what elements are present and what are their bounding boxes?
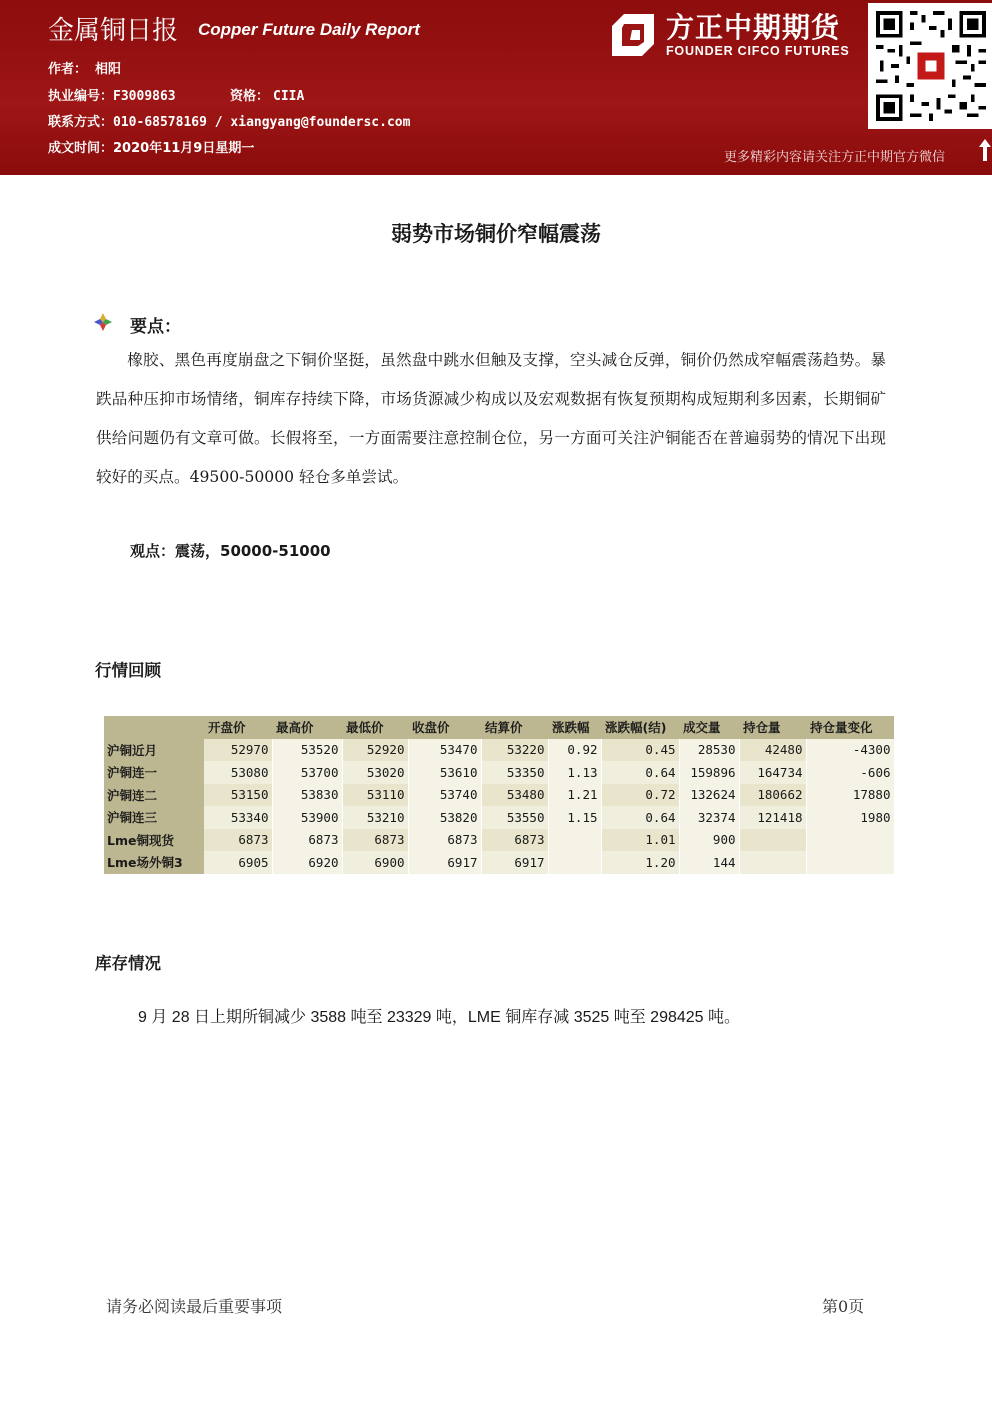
table-cell <box>806 829 894 852</box>
row-name: 沪铜连三 <box>104 806 204 829</box>
license-label: 执业编号： <box>48 89 114 104</box>
table-cell: 6873 <box>204 829 272 852</box>
footer-notice: 请务必阅读最后重要事项 <box>106 1297 283 1316</box>
table-cell: 52970 <box>204 739 272 762</box>
qualification-value: CIIA <box>273 89 305 104</box>
table-cell: 6873 <box>408 829 481 852</box>
qr-code-icon <box>876 9 986 123</box>
qualification-label: 资格： <box>230 89 270 104</box>
report-title-cn: 金属铜日报 <box>48 16 179 46</box>
table-cell: 53700 <box>272 761 342 784</box>
license-line <box>48 85 176 104</box>
row-name: Lme场外铜3 <box>104 851 204 874</box>
table-cell <box>739 851 806 874</box>
table-cell: 28530 <box>679 739 739 762</box>
table-row <box>104 739 894 762</box>
date-label: 成文时间： <box>48 141 114 156</box>
author-label: 作者： <box>48 62 88 77</box>
column-header: 涨跌幅 <box>548 716 601 739</box>
column-header: 收盘价 <box>408 716 481 739</box>
table-cell: 53520 <box>272 739 342 762</box>
table-cell: 53550 <box>481 806 548 829</box>
report-title-en: Copper Future Daily Report <box>198 20 420 39</box>
table-cell: 0.45 <box>601 739 679 762</box>
table-row <box>104 761 894 784</box>
table-cell <box>739 829 806 852</box>
company-logo-icon <box>610 12 656 58</box>
table-cell: 1.13 <box>548 761 601 784</box>
key-points-title: 要点： <box>130 317 181 337</box>
bullet-diamond-icon <box>94 313 112 331</box>
follow-wechat-text: 更多精彩内容请关注方正中期官方微信 <box>724 150 946 165</box>
company-name-en: FOUNDER CIFCO FUTURES <box>666 44 850 58</box>
table-cell <box>548 829 601 852</box>
contact-line <box>48 111 410 130</box>
table-cell: -606 <box>806 761 894 784</box>
table-cell: 6917 <box>408 851 481 874</box>
key-points-paragraph: 橡胶、黑色再度崩盘之下铜价坚挺，虽然盘中跳水但触及支撑，空头减仓反弹，铜价仍然成窄幅震荡趋势。暴跌品种压抑市场情绪，铜库存持续下降，市场货源减少构成以及宏观数据有恢复预期构成短期利多因素，长期铜矿供给问题仍有文章可做。长假将至，一方面需要注意控制仓位，另一方面可关注沪铜能否在普遍弱势的情况下出现较好的买点。49500-50000 轻仓多单尝试。 <box>96 351 886 486</box>
column-header: 成交量 <box>679 716 739 739</box>
row-name: 沪铜连一 <box>104 761 204 784</box>
header-banner <box>0 0 992 175</box>
market-review-title: 行情回顾 <box>95 661 161 680</box>
table-cell: 121418 <box>739 806 806 829</box>
table-header-row <box>104 716 894 739</box>
table-cell: 1980 <box>806 806 894 829</box>
column-header: 持仓量变化 <box>806 716 894 739</box>
inventory-title: 库存情况 <box>95 954 161 973</box>
table-cell: 132624 <box>679 784 739 807</box>
contact-value[interactable]: 010-68578169 / xiangyang@foundersc.com <box>113 115 411 130</box>
table-cell: 32374 <box>679 806 739 829</box>
table-cell: 6905 <box>204 851 272 874</box>
table-row <box>104 806 894 829</box>
table-cell: 53110 <box>342 784 408 807</box>
column-header: 涨跌幅(结) <box>601 716 679 739</box>
table-cell: 53470 <box>408 739 481 762</box>
table-cell: 1.15 <box>548 806 601 829</box>
table-cell: 6873 <box>342 829 408 852</box>
table-cell: 0.72 <box>601 784 679 807</box>
company-name-cn: 方正中期期货 <box>666 11 841 44</box>
table-cell: 53220 <box>481 739 548 762</box>
page-number: 第0页 <box>822 1297 865 1316</box>
column-header: 最高价 <box>272 716 342 739</box>
table-cell: 900 <box>679 829 739 852</box>
table-row <box>104 784 894 807</box>
date-line <box>48 137 254 156</box>
table-cell: 180662 <box>739 784 806 807</box>
row-name: 沪铜近月 <box>104 739 204 762</box>
wechat-qr-code[interactable] <box>868 3 992 129</box>
table-cell: 0.64 <box>601 806 679 829</box>
market-quote-table <box>104 716 895 874</box>
contact-label: 联系方式： <box>48 115 114 130</box>
column-header: 开盘价 <box>204 716 272 739</box>
table-cell: 53340 <box>204 806 272 829</box>
table-cell: 42480 <box>739 739 806 762</box>
table-row <box>104 829 894 852</box>
table-cell: 53480 <box>481 784 548 807</box>
license-number: F3009863 <box>113 89 176 104</box>
table-cell <box>548 851 601 874</box>
table-cell: 53740 <box>408 784 481 807</box>
table-cell: 53610 <box>408 761 481 784</box>
table-cell: 53830 <box>272 784 342 807</box>
column-header: 结算价 <box>481 716 548 739</box>
table-cell: 1.01 <box>601 829 679 852</box>
column-header <box>104 716 204 739</box>
market-view: 观点：震荡，50000-51000 <box>130 542 331 560</box>
table-cell: 1.20 <box>601 851 679 874</box>
table-cell: 6917 <box>481 851 548 874</box>
qualification-line <box>230 85 304 104</box>
table-cell: 53150 <box>204 784 272 807</box>
table-cell: 53350 <box>481 761 548 784</box>
table-cell: 53900 <box>272 806 342 829</box>
table-row <box>104 851 894 874</box>
inventory-text: 9 月 28 日上期所铜减少 3588 吨至 23329 吨，LME 铜库存减 3525 吨至 298425 吨。 <box>138 1009 741 1026</box>
table-cell: 6920 <box>272 851 342 874</box>
table-cell: 0.92 <box>548 739 601 762</box>
table-cell: 52920 <box>342 739 408 762</box>
table-cell: 144 <box>679 851 739 874</box>
table-cell: 53080 <box>204 761 272 784</box>
column-header: 持仓量 <box>739 716 806 739</box>
document-title: 弱势市场铜价窄幅震荡 <box>391 222 601 246</box>
up-arrow-icon <box>978 138 992 162</box>
column-header: 最低价 <box>342 716 408 739</box>
table-cell: 6873 <box>272 829 342 852</box>
table-cell: 159896 <box>679 761 739 784</box>
table-cell: 1.21 <box>548 784 601 807</box>
table-cell: 53820 <box>408 806 481 829</box>
author-line <box>48 58 121 77</box>
row-name: Lme铜现货 <box>104 829 204 852</box>
table-cell: 17880 <box>806 784 894 807</box>
table-cell: 53020 <box>342 761 408 784</box>
table-cell: 164734 <box>739 761 806 784</box>
table-cell: 6900 <box>342 851 408 874</box>
table-cell: -4300 <box>806 739 894 762</box>
table-cell: 0.64 <box>601 761 679 784</box>
author-name: 相阳 <box>95 62 122 77</box>
table-cell: 6873 <box>481 829 548 852</box>
row-name: 沪铜连二 <box>104 784 204 807</box>
report-date: 2020年11月9日星期一 <box>113 141 255 156</box>
table-cell <box>806 851 894 874</box>
table-cell: 53210 <box>342 806 408 829</box>
